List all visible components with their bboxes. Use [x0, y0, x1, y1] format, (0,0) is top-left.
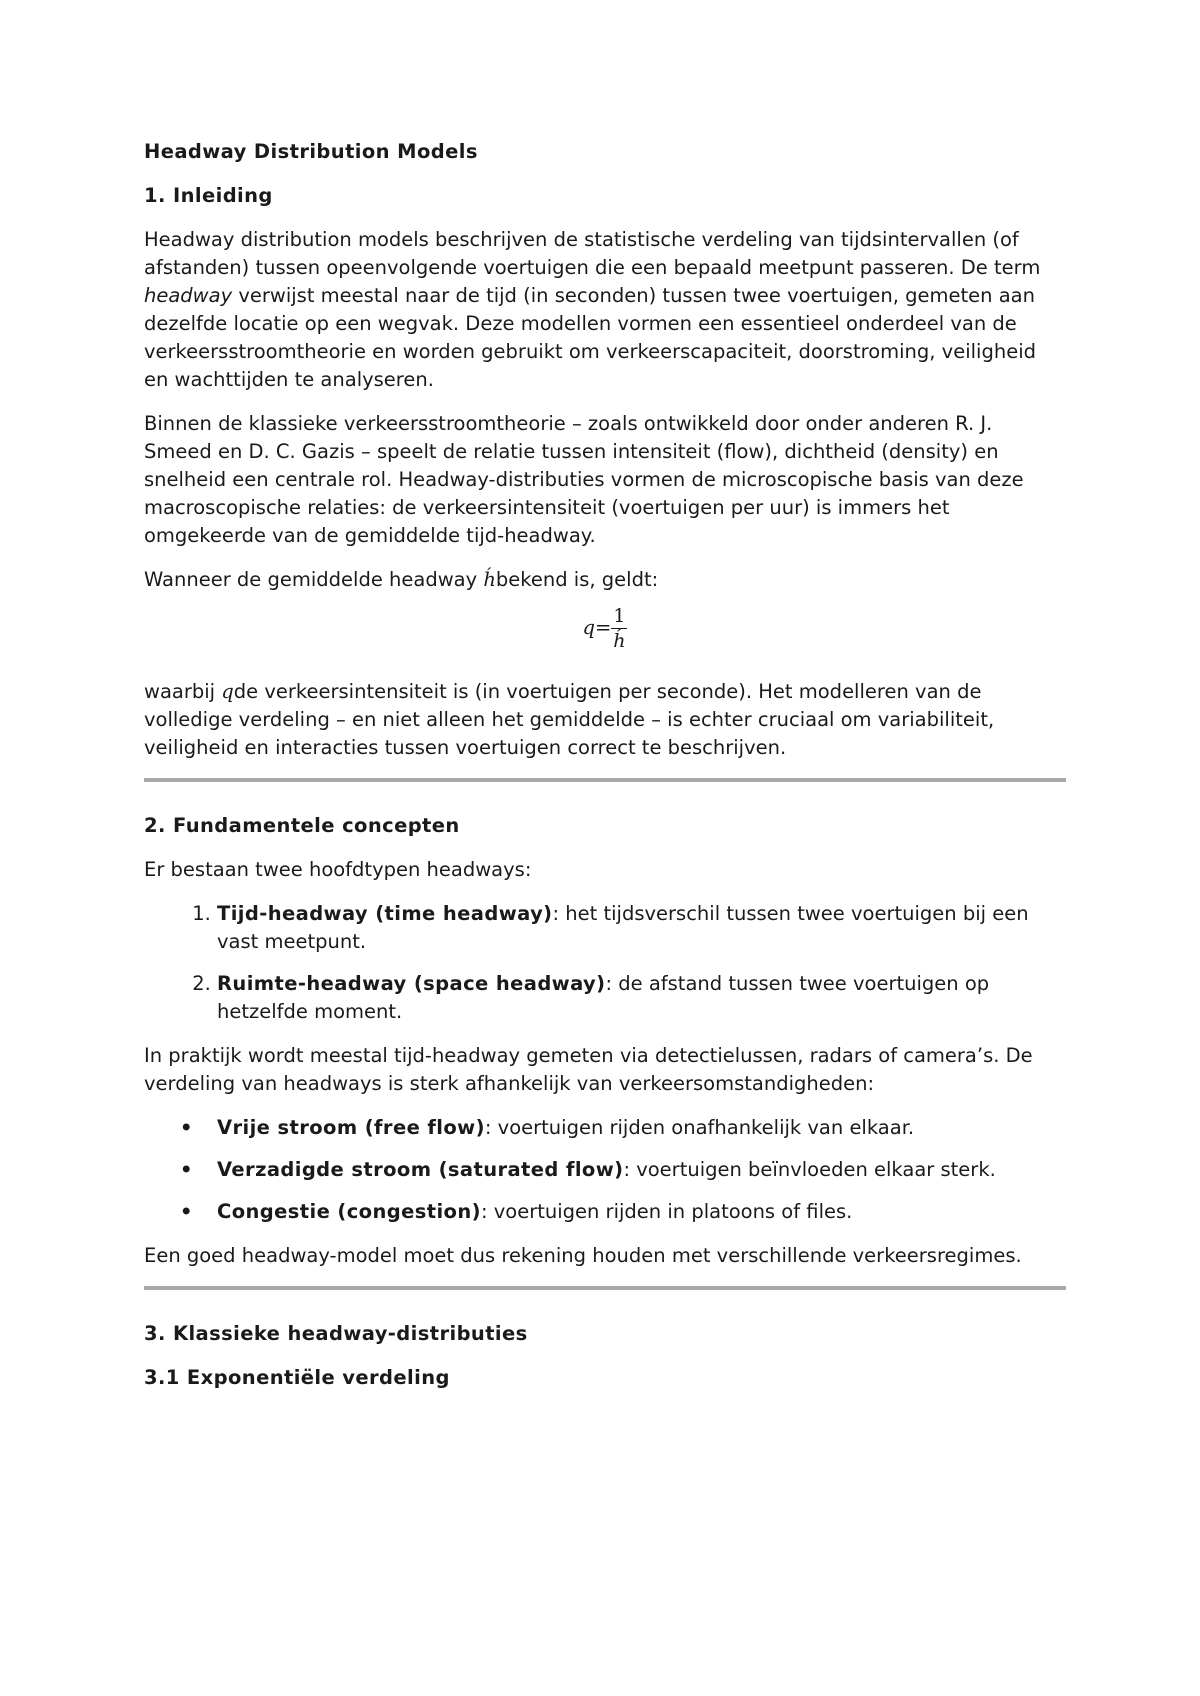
section-1-paragraph-4: waarbij qde verkeersintensiteit is (in voertuigen per seconde). Het modelleren van de volledige verdeling – en niet alleen het gemiddelde – is echter cruciaal om variabiliteit, veiligheid en interacties tussen voertuigen correct te beschrijven. [144, 680, 995, 759]
term-headway: headway [144, 284, 233, 307]
formula-lhs: q= [582, 616, 612, 639]
section-2-intro: Er bestaan twee hoofdtypen headways: [144, 858, 532, 881]
flow-symbol: q [221, 680, 234, 703]
section-1-paragraph-1: Headway distribution models beschrijven de statistische verdeling van tijdsintervallen (of afstanden) tussen opeenvolgende voertuigen die een bepaald meetpunt passeren. De term headway verwijst meestal naar de tijd (in seconden) tussen twee voertuigen, gemeten aan dezelfde locatie op een wegvak. Deze modellen vormen een essentieel onderdeel van de verkeersstroomtheorie en worden gebruikt om verkeerscapaciteit, doorstroming, veiligheid en wachttijden te analyseren. [144, 228, 1041, 391]
formula-denominator: h́ [613, 630, 626, 652]
section-2-closing-paragraph: Een goed headway-model moet dus rekening houden met verschillende verkeersregimes. [144, 1244, 1022, 1267]
section-divider-2 [144, 1286, 1066, 1290]
traffic-regimes-list [144, 1114, 1066, 1226]
flow-formula [144, 604, 1066, 670]
mean-headway-symbol: h́ [483, 568, 496, 591]
list-item: 1. Tijd-headway (time headway): het tijdsverschil tussen twee voertuigen bij een vast meetpunt. [217, 900, 1066, 956]
section-3-heading: 3. Klassieke headway-distributies [144, 1322, 528, 1345]
section-1-paragraph-2: Binnen de klassieke verkeersstroomtheorie – zoals ontwikkeld door onder anderen R. J. Smeed en D. C. Gazis – speelt de relatie tussen intensiteit (flow), dichtheid (density) en snelheid een centrale rol. Headway-distributies vormen de microscopische basis van deze macroscopische relaties: de verkeersintensiteit (voertuigen per uur) is immers het omgekeerde van de gemiddelde tijd-headway. [144, 412, 1024, 547]
list-item: • Congestie (congestion): voertuigen rijden in platoons of files. [217, 1198, 1066, 1226]
list-item: • Verzadigde stroom (saturated flow): voertuigen beïnvloeden elkaar sterk. [217, 1156, 1066, 1184]
headway-types-list [144, 900, 1066, 1026]
section-divider-1 [144, 778, 1066, 782]
list-item: • Vrije stroom (free flow): voertuigen rijden onafhankelijk van elkaar. [217, 1114, 1066, 1142]
document-title: Headway Distribution Models [144, 140, 478, 163]
list-item: 2. Ruimte-headway (space headway): de afstand tussen twee voertuigen op hetzelfde moment. [217, 970, 1066, 1026]
document-page [144, 138, 1066, 1406]
section-2-practice-paragraph: In praktijk wordt meestal tijd-headway gemeten via detectielussen, radars of camera’s. De verdeling van headways is sterk afhankelijk van verkeersomstandigheden: [144, 1044, 1033, 1095]
formula-numerator: 1 [613, 605, 626, 627]
section-3-1-heading: 3.1 Exponentiële verdeling [144, 1366, 450, 1389]
section-2-heading: 2. Fundamentele concepten [144, 814, 460, 837]
formula-fraction [611, 604, 627, 653]
section-1-heading: 1. Inleiding [144, 184, 273, 207]
section-1-paragraph-3: Wanneer de gemiddelde headway h́bekend is, geldt: [144, 568, 659, 591]
